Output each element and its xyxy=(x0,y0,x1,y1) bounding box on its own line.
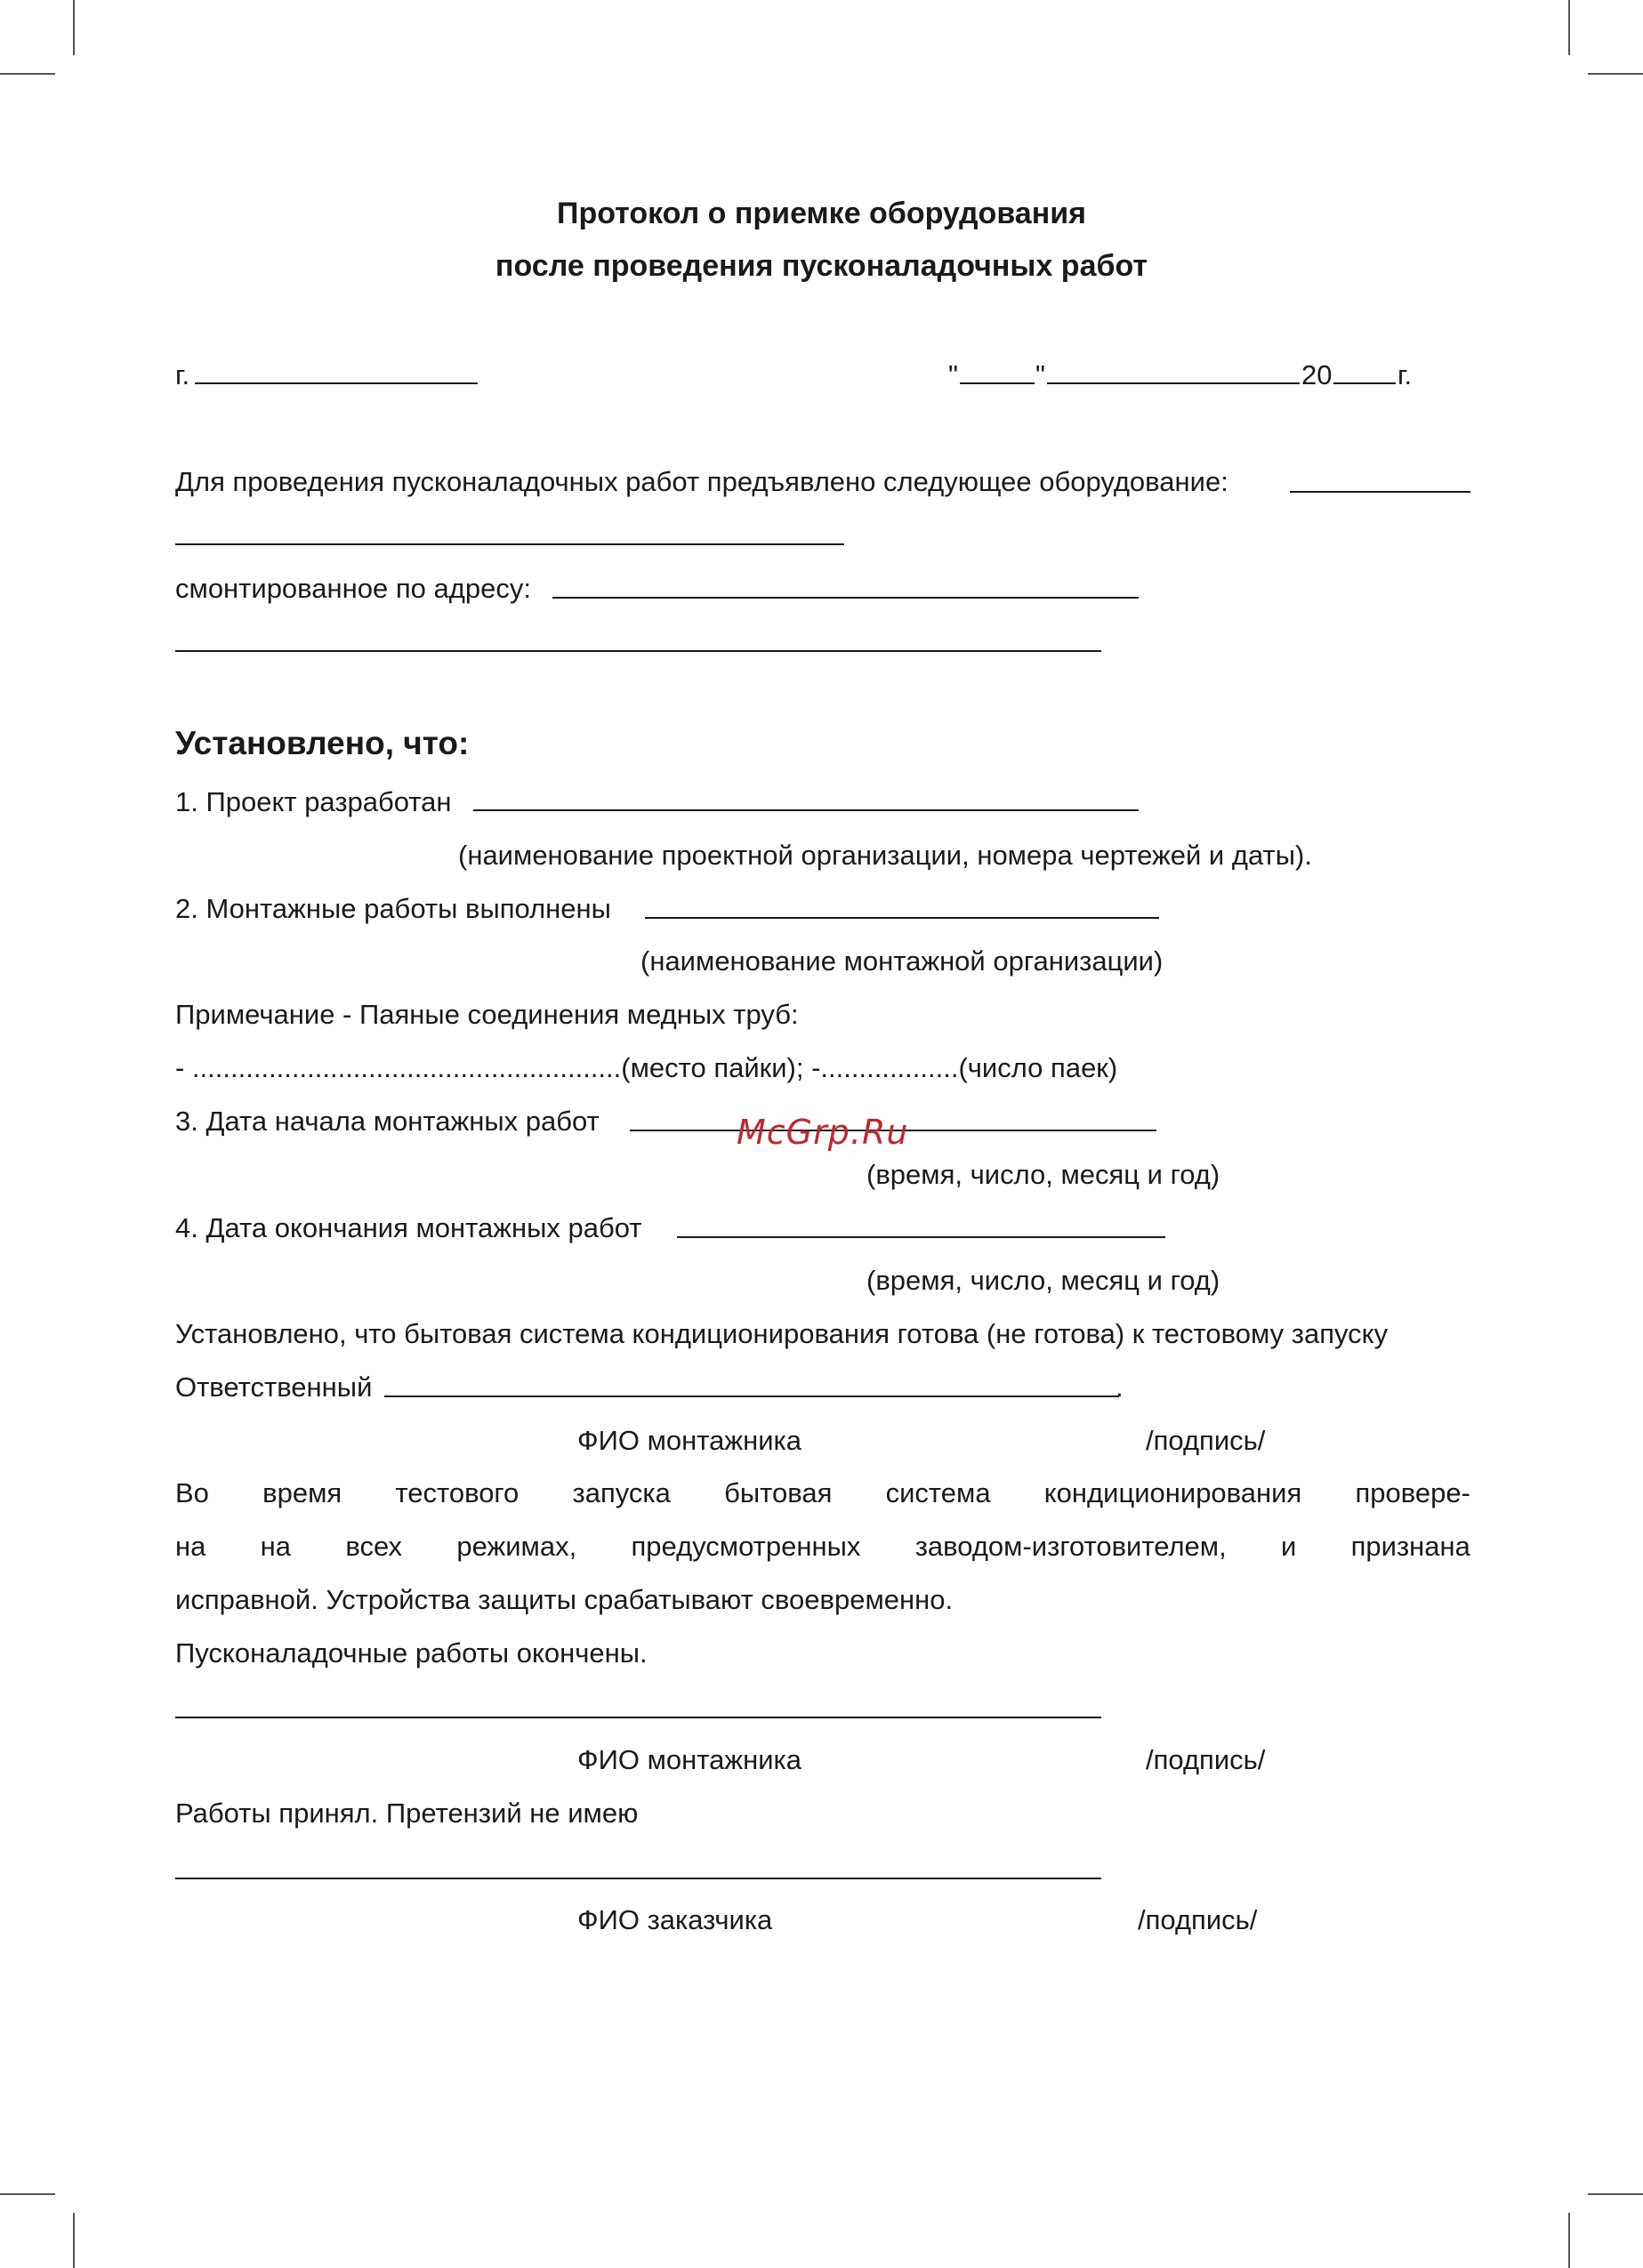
crop-mark-bottom-left-h xyxy=(0,2193,55,2195)
responsible-field[interactable] xyxy=(384,1395,1119,1397)
address-label: смонтированное по адресу: xyxy=(175,573,531,604)
word: на xyxy=(260,1531,292,1562)
word: система xyxy=(885,1477,991,1508)
crop-mark-top-left-h xyxy=(0,73,55,75)
word: признана xyxy=(1350,1531,1470,1562)
city-field[interactable] xyxy=(195,382,478,384)
word: предусмотренных xyxy=(631,1531,861,1562)
works-completed: Пусконаладочные работы окончены. xyxy=(175,1637,648,1669)
equipment-field[interactable] xyxy=(1290,491,1470,493)
date-open-quote: " xyxy=(948,359,959,390)
installer-fio-caption: ФИО монтажника xyxy=(577,1425,801,1456)
word: на xyxy=(175,1531,206,1562)
customer-fio-caption: ФИО заказчика xyxy=(577,1904,773,1935)
installer-signature-caption-2: /подпись/ xyxy=(1146,1744,1266,1775)
crop-mark-top-right-v xyxy=(1568,0,1570,55)
responsible-end: . xyxy=(1115,1371,1124,1403)
start-date-label: 3. Дата начала монтажных работ xyxy=(175,1106,600,1137)
document-title-line1: Протокол о приемке оборудования xyxy=(557,197,1086,230)
project-field[interactable] xyxy=(473,809,1139,811)
responsible-label: Ответственный xyxy=(175,1371,373,1403)
end-date-caption: (время, число, месяц и год) xyxy=(866,1265,1220,1296)
address-field-continuation[interactable] xyxy=(175,650,1101,652)
crop-mark-bottom-right-v xyxy=(1568,2213,1570,2268)
date-year-field[interactable] xyxy=(1333,382,1396,384)
readiness-statement: Установлено, что бытовая система кондиционирования готова (не готова) к тестовому запуску xyxy=(175,1318,1389,1349)
montage-caption: (наименование монтажной организации) xyxy=(640,945,1164,977)
date-month-field[interactable] xyxy=(1047,382,1300,384)
word: всех xyxy=(345,1531,403,1562)
crop-mark-bottom-left-v xyxy=(73,2213,75,2268)
customer-signature-caption: /подпись/ xyxy=(1138,1904,1258,1935)
date-close-quote: " xyxy=(1035,359,1046,390)
watermark: McGrp.Ru xyxy=(737,1113,909,1152)
word: заводом-изготовителем, xyxy=(914,1531,1227,1562)
end-date-label: 4. Дата окончания монтажных работ xyxy=(175,1212,642,1243)
solder-details[interactable]: - ........................................................(место пайки); -..................(число паек) xyxy=(175,1052,1118,1083)
document-title-line2: после проведения пусконаладочных работ xyxy=(495,249,1148,283)
crop-mark-bottom-right-h xyxy=(1588,2193,1643,2195)
test-paragraph-line3: исправной. Устройства защиты срабатывают своевременно. xyxy=(175,1584,954,1615)
montage-field[interactable] xyxy=(645,917,1159,919)
word: и xyxy=(1281,1531,1297,1562)
word: режимах, xyxy=(456,1531,577,1562)
acceptance-statement: Работы принял. Претензий не имею xyxy=(175,1798,639,1829)
test-paragraph-line2 xyxy=(175,1531,1470,1563)
word: запуска xyxy=(572,1477,671,1508)
equipment-label: Для проведения пусконаладочных работ предъявлено следующее оборудование: xyxy=(175,466,1228,497)
crop-mark-top-left-v xyxy=(73,0,75,55)
start-date-caption: (время, число, месяц и год) xyxy=(866,1159,1220,1190)
project-label: 1. Проект разработан xyxy=(175,786,452,817)
established-heading: Установлено, что: xyxy=(175,725,470,761)
word: бытовая xyxy=(724,1477,833,1508)
date-year-suffix: г. xyxy=(1397,359,1413,390)
city-prefix: г. xyxy=(175,359,190,390)
word: кондиционирования xyxy=(1043,1477,1302,1508)
address-field[interactable] xyxy=(552,597,1139,599)
customer-signature-field[interactable] xyxy=(175,1878,1101,1879)
installer-signature-caption: /подпись/ xyxy=(1146,1425,1266,1456)
solder-note: Примечание - Паяные соединения медных труб: xyxy=(175,999,799,1030)
date-day-field[interactable] xyxy=(960,382,1035,384)
word: тестового xyxy=(395,1477,519,1508)
word: время xyxy=(262,1477,342,1508)
date-year-prefix: 20 xyxy=(1301,359,1333,390)
word: Во xyxy=(175,1477,209,1508)
crop-mark-top-right-h xyxy=(1588,73,1643,75)
end-date-field[interactable] xyxy=(677,1236,1165,1238)
word: провере- xyxy=(1355,1477,1470,1508)
montage-label: 2. Монтажные работы выполнены xyxy=(175,893,611,924)
project-caption: (наименование проектной организации, номера чертежей и даты). xyxy=(458,840,1312,871)
equipment-field-continuation[interactable] xyxy=(175,543,844,545)
test-paragraph-line1 xyxy=(175,1477,1470,1509)
installer-signature-field[interactable] xyxy=(175,1717,1101,1718)
installer-fio-caption-2: ФИО монтажника xyxy=(577,1744,801,1775)
